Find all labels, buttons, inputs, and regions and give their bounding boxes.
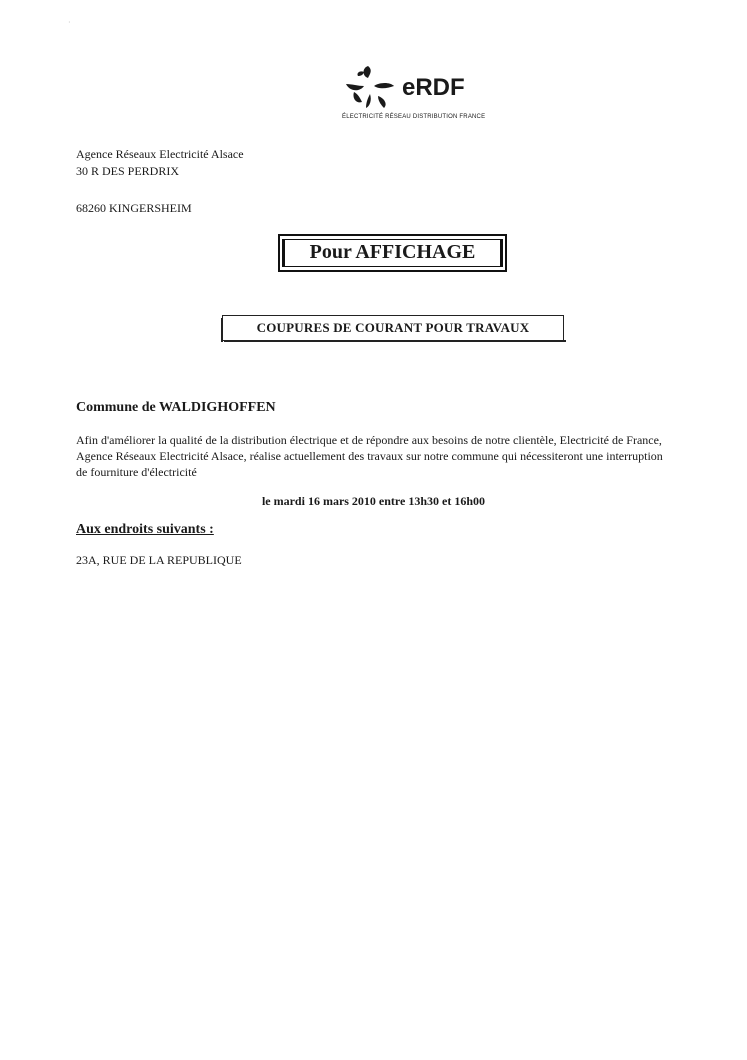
erdf-logo	[340, 62, 490, 126]
address-line-2: 30 R DES PERDRIX	[76, 164, 180, 178]
erdf-tagline: ÉLECTRICITÉ RÉSEAU DISTRIBUTION FRANCE	[342, 114, 486, 120]
erdf-wordmark: eRDF	[402, 74, 465, 101]
scan-mark: ·	[68, 18, 71, 27]
address-line-3: 68260 KINGERSHEIM	[76, 201, 192, 215]
commune-heading: Commune de WALDIGHOFFEN	[76, 400, 276, 415]
outage-date: le mardi 16 mars 2010 entre 13h30 et 16h00	[261, 494, 486, 508]
intro-paragraph: Afin d'améliorer la qualité de la distribution électrique et de répondre aux besoins de notre clientèle, Electricité de France, Agence Réseaux Electricité Alsace, réalise actuellement des travaux sur notre commune qui nécessiteront une interruption de fourniture d'électricité	[76, 433, 663, 479]
location-item: 23A, RUE DE LA REPUBLIQUE	[76, 553, 242, 567]
subject-title: COUPURES DE COURANT POUR TRAVAUX	[256, 320, 530, 335]
subject-box	[222, 315, 564, 341]
affichage-banner	[278, 234, 507, 272]
banner-title: Pour AFFICHAGE	[309, 241, 476, 263]
erdf-spiral-logo-icon	[340, 64, 402, 110]
locations-heading: Aux endroits suivants :	[76, 522, 214, 537]
address-line-1: Agence Réseaux Electricité Alsace	[76, 147, 244, 161]
